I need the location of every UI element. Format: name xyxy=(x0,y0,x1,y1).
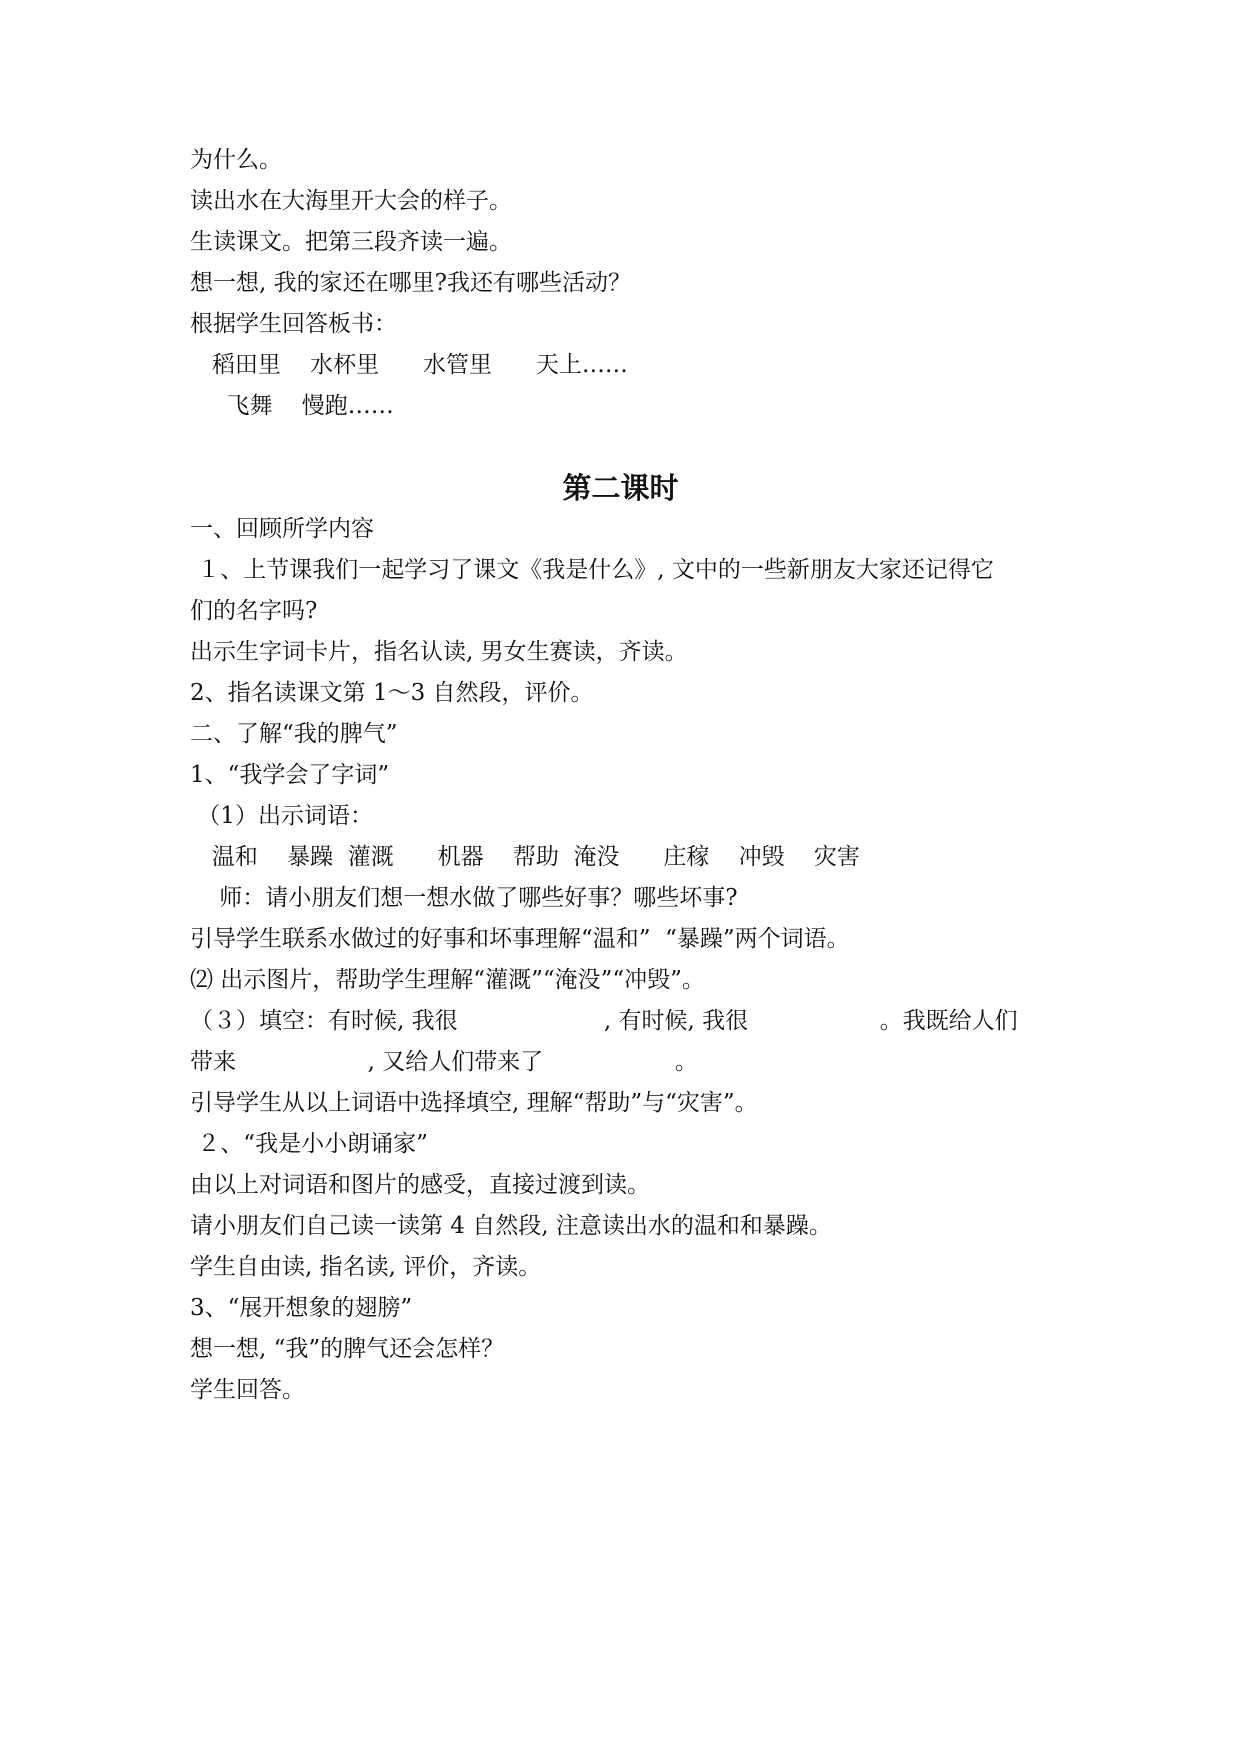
text-line: 温和 暴躁 灌溉 机器 帮助 淹没 庄稼 冲毁 灾害 xyxy=(190,844,860,870)
text-line: 们的名字吗? xyxy=(190,598,318,624)
text-line: ２、“我是小小朗诵家” xyxy=(190,1131,428,1157)
text-line: 出示生字词卡片，指名认读, 男女生赛读，齐读。 xyxy=(190,639,688,665)
text-line: 由以上对词语和图片的感受，直接过渡到读。 xyxy=(190,1172,650,1198)
text-line: 为什么。 xyxy=(190,147,282,173)
text-line: 想一想, “我”的脾气还会怎样？ xyxy=(190,1336,505,1362)
text-line: （1）出示词语： xyxy=(190,803,373,829)
text-line: 引导学生从以上词语中选择填空, 理解“帮助”与“灾害”。 xyxy=(190,1090,758,1116)
text-line: 学生自由读, 指名读, 评价，齐读。 xyxy=(190,1254,542,1280)
text-line: 3、“展开想象的翅膀” xyxy=(190,1295,413,1321)
text-line: 想一想, 我的家还在哪里?我还有哪些活动？ xyxy=(190,270,631,296)
text-line: 带来 , 又给人们带来了 。 xyxy=(190,1049,698,1075)
section-title: 第二课时 xyxy=(562,471,679,505)
text-line: 请小朋友们自己读一读第 4 自然段, 注意读出水的温和和暴躁。 xyxy=(190,1213,832,1239)
text-line: 稻田里 水杯里 水管里 天上…… xyxy=(190,352,628,378)
text-line: 引导学生联系水做过的好事和坏事理解“温和” “暴躁”两个词语。 xyxy=(190,926,850,952)
text-line: 2、指名读课文第 1～3 自然段，评价。 xyxy=(190,680,594,706)
text-line: 师：请小朋友们想一想水做了哪些好事？哪些坏事? xyxy=(190,885,738,911)
text-line: （３）填空：有时候, 我很 , 有时候, 我很 。我既给人们 xyxy=(190,1008,1018,1034)
text-line: 生读课文。把第三段齐读一遍。 xyxy=(190,229,512,255)
text-line: 一、回顾所学内容 xyxy=(190,516,374,542)
text-line: 读出水在大海里开大会的样子。 xyxy=(190,188,512,214)
text-line: 学生回答。 xyxy=(190,1377,305,1403)
text-line: 飞舞 慢跑…… xyxy=(190,393,394,419)
text-line: 根据学生回答板书： xyxy=(190,311,397,337)
text-line: 二、了解“我的脾气” xyxy=(190,721,398,747)
text-line: １、上节课我们一起学习了课文《我是什么》, 文中的一些新朋友大家还记得它 xyxy=(190,557,994,583)
text-line: ⑵ 出示图片，帮助学生理解“灌溉”“淹没”“冲毁”。 xyxy=(190,967,705,993)
text-line: 1、“我学会了字词” xyxy=(190,762,390,788)
